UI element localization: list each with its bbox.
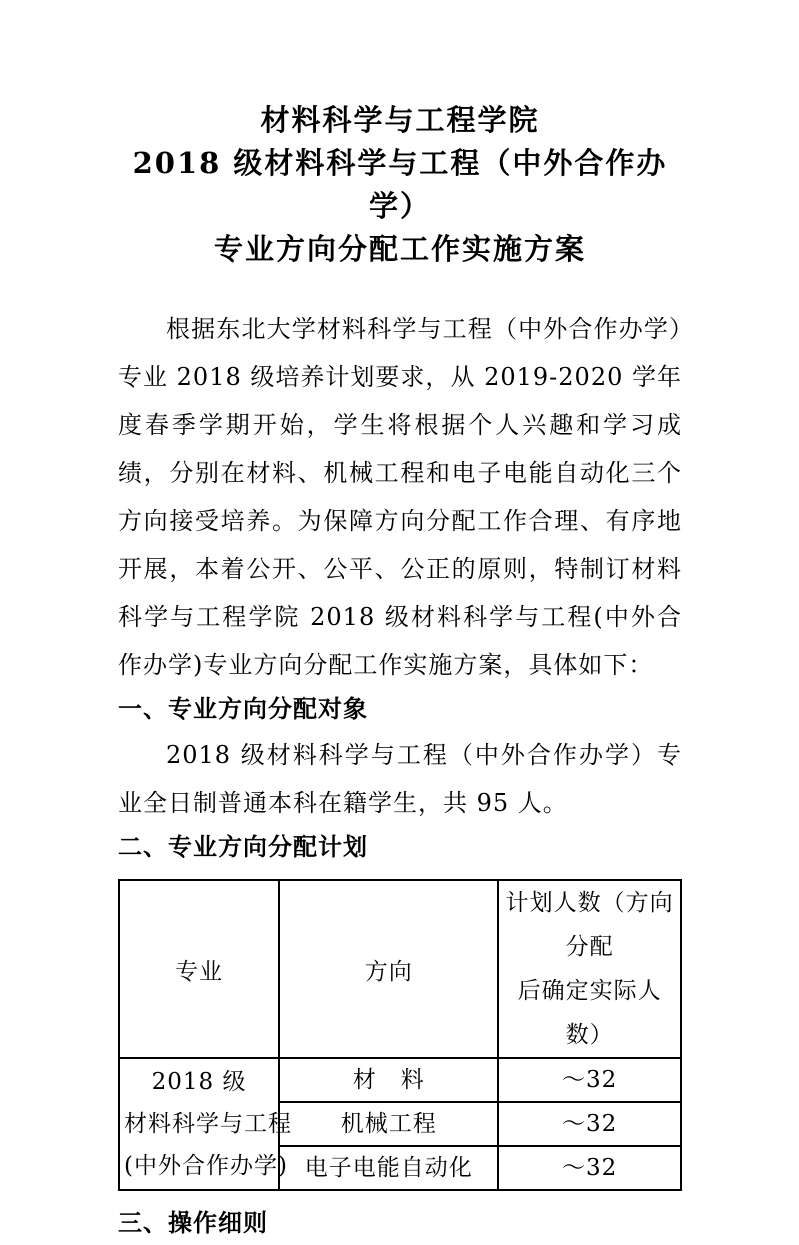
doc-title-line-3: 专业方向分配工作实施方案: [213, 232, 586, 266]
section-heading-allocation-target: 一、专业方向分配对象: [118, 696, 368, 723]
doc-title-line-1: 材料科学与工程学院: [260, 103, 540, 137]
table-header-plan-line-1: 计划人数（方向分配: [505, 890, 674, 960]
table-cell-plan: ～32: [498, 1058, 681, 1102]
allocation-plan-table: [118, 879, 682, 1191]
table-cell-major-line-2: 材料科学与工程: [124, 1111, 292, 1137]
section-heading-allocation-plan: 二、专业方向分配计划: [118, 834, 368, 861]
table-cell-direction: 材 料: [279, 1058, 498, 1102]
doc-title-line-2: 2018 级材料科学与工程（中外合作办学）: [132, 146, 668, 223]
table-cell-major: [119, 1058, 292, 1190]
table-row: [119, 1058, 681, 1102]
intro-paragraph: 根据东北大学材料科学与工程（中外合作办学）专业 2018 级培养计划要求，从 2019-2020 学年度春季学期开始，学生将根据个人兴趣和学习成绩，分别在材料、机械工程和电子电能自动化三个方向接受培养。为保障方向分配工作合理、有序地开展，本着公开、公平、公正的原则，特制订材料科学与工程学院 2018 级材料科学与工程(中外合作办学)专业方向分配工作实施方案，具体如下：: [118, 315, 682, 679]
section-heading-procedure: 三、操作细则: [118, 1210, 268, 1237]
table-header-major: 专业: [119, 880, 279, 1058]
table-cell-direction: 电子电能自动化: [279, 1146, 498, 1190]
table-header-row: [119, 880, 681, 1058]
table-cell-plan: ～32: [498, 1102, 681, 1146]
allocation-target-paragraph: 2018 级材料科学与工程（中外合作办学）专业全日制普通本科在籍学生，共 95 人。: [118, 741, 682, 817]
table-cell-major-line-3: (中外合作办学): [124, 1153, 288, 1179]
table-cell-major-line-1: 2018 级: [151, 1069, 247, 1095]
document-title: [118, 99, 682, 271]
table-header-plan: [498, 880, 681, 1058]
table-header-direction: 方向: [279, 880, 498, 1058]
table-cell-plan: ～32: [498, 1146, 681, 1190]
table-cell-direction: 机械工程: [279, 1102, 498, 1146]
table-header-plan-line-2: 后确定实际人数）: [517, 978, 662, 1048]
